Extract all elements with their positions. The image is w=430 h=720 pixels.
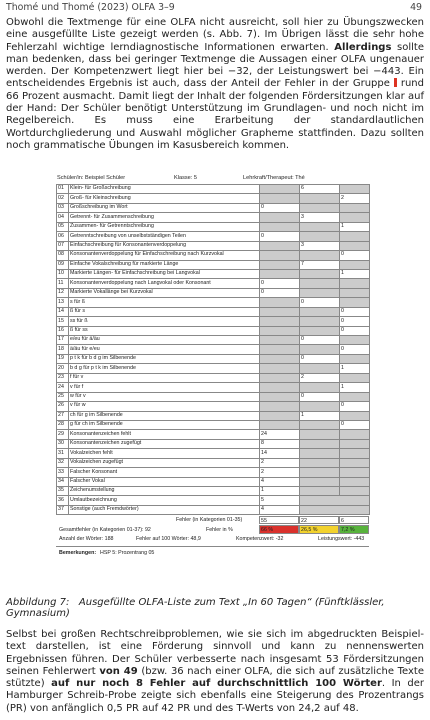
errors-per-100: Fehler auf 100 Wörter: 48,9 <box>136 536 201 543</box>
table-row <box>57 251 370 260</box>
table-row <box>57 411 370 420</box>
text-span: . In der Hamburger Schreib-Probe zeigte sich ebenfalls eine Steigerung des Prozentrangs (PR) von anfänglich 0,5 PR auf 42 PR und des T-Werts von 24,2 auf 48. <box>6 678 425 714</box>
table-cell: 7 <box>300 260 340 269</box>
caption-text: Ausgefüllte OLFA-Liste zum Text „In 60 Tagen“ (Fünftklässler, Gymnasium) <box>6 597 385 619</box>
table-cell <box>300 449 340 458</box>
table-cell: 07 <box>57 241 69 250</box>
table-cell: 0 <box>260 232 300 241</box>
table-cell: Falscher Vokal <box>69 477 260 486</box>
table-cell <box>300 402 340 411</box>
table-row <box>57 336 370 345</box>
table-row <box>57 420 370 429</box>
table-cell <box>300 458 340 467</box>
table-cell: 31 <box>57 449 69 458</box>
table-cell <box>300 439 340 448</box>
table-cell <box>260 241 300 250</box>
class-label: Klasse: 5 <box>174 175 198 181</box>
olfa-table <box>56 184 370 515</box>
totals-errors-row <box>56 515 369 525</box>
table-cell <box>260 392 300 401</box>
remarks-label: Bemerkungen: <box>59 549 97 556</box>
table-cell: 27 <box>57 411 69 420</box>
teacher-label: Lehrkraft/Therapeut: Thé <box>243 175 305 181</box>
table-cell: f für v <box>69 373 260 382</box>
table-cell: 09 <box>57 260 69 269</box>
table-cell: Vokalzeichen fehlt <box>69 449 260 458</box>
table-row <box>57 194 370 203</box>
table-cell: 14 <box>260 449 300 458</box>
table-cell: 0 <box>300 392 340 401</box>
table-cell: 35 <box>57 487 69 496</box>
text-span: Selbst bei großen Rechtschreibproblemen, wie sie sich im abgedruckten Beispieltext darstellen, ist eine Förderung sinnvoll und kann zu nennenswerten Ergebnissen führen. Der Schüler verbesserte nach insgesamt 53 Fördersitzungen seinen Fehlerwert <box>6 629 424 677</box>
table-cell <box>260 260 300 269</box>
table-row <box>57 269 370 278</box>
table-cell: v für f <box>69 383 260 392</box>
totals-words-row <box>56 534 369 544</box>
table-cell: 06 <box>57 232 69 241</box>
table-row <box>57 279 370 288</box>
table-row <box>57 222 370 231</box>
table-cell: Konsonantenzeichen zugefügt <box>69 439 260 448</box>
table-cell: Konsonantenverdoppelung für Einfachschreibung nach Kurzvokal <box>69 251 260 260</box>
table-cell <box>300 307 340 316</box>
total-green: 6 <box>339 516 369 525</box>
performance-value: Leistungswert: -443 <box>318 536 365 543</box>
table-row <box>57 449 370 458</box>
table-row <box>57 439 370 448</box>
table-cell <box>260 402 300 411</box>
table-cell: 0 <box>340 251 370 260</box>
pct-green: 7,2 % <box>339 525 369 534</box>
table-cell: 30 <box>57 439 69 448</box>
page-number: 49 <box>410 2 422 13</box>
table-cell <box>260 364 300 373</box>
table-cell: 37 <box>57 505 69 514</box>
table-cell <box>340 336 370 345</box>
table-cell: 25 <box>57 392 69 401</box>
table-cell: Konsonantenverdoppelung nach Langvokal oder Konsonant <box>69 279 260 288</box>
table-row <box>57 203 370 212</box>
table-cell <box>260 194 300 203</box>
table-cell <box>340 213 370 222</box>
table-cell <box>340 487 370 496</box>
table-cell: ß für s <box>69 307 260 316</box>
table-row <box>57 345 370 354</box>
table-cell: 23 <box>57 373 69 382</box>
table-cell: 4 <box>260 477 300 486</box>
table-cell <box>300 505 370 514</box>
pct-yellow: 26,5 % <box>299 525 339 534</box>
table-cell: 0 <box>340 345 370 354</box>
table-cell <box>340 185 370 194</box>
table-cell: Klein- für Großschreibung <box>69 185 260 194</box>
table-cell: g für ch im Silbenende <box>69 420 260 429</box>
table-row <box>57 354 370 363</box>
table-cell: 34 <box>57 477 69 486</box>
table-cell <box>260 317 300 326</box>
table-cell: 03 <box>57 203 69 212</box>
table-cell <box>300 288 340 297</box>
table-cell <box>340 288 370 297</box>
table-cell: Groß- für Kleinschreibung <box>69 194 260 203</box>
table-row <box>57 468 370 477</box>
pct-red: 66 % <box>259 525 299 534</box>
table-cell <box>300 194 340 203</box>
table-cell <box>260 213 300 222</box>
table-cell: 10 <box>57 269 69 278</box>
table-row <box>57 477 370 486</box>
table-cell <box>260 269 300 278</box>
page-header <box>6 2 424 14</box>
total-yellow: 22 <box>299 516 339 525</box>
table-cell: 0 <box>260 203 300 212</box>
bold-span: Allerdings <box>334 41 392 53</box>
table-cell <box>260 354 300 363</box>
table-row <box>57 496 370 505</box>
table-cell: 0 <box>340 326 370 335</box>
table-cell: 18 <box>57 345 69 354</box>
table-cell: ss für ß <box>69 317 260 326</box>
table-cell <box>300 203 340 212</box>
caption-label: Abbildung 7: <box>6 597 70 608</box>
table-row <box>57 317 370 326</box>
table-cell: 24 <box>57 383 69 392</box>
table-cell <box>340 232 370 241</box>
table-cell: 13 <box>57 298 69 307</box>
word-count: Anzahl der Wörter: 188 <box>59 536 114 543</box>
table-cell: 0 <box>340 317 370 326</box>
gesamt-label: Gesamtfehler (in Kategorien 01-37): 92 <box>59 526 151 533</box>
table-cell: 2 <box>300 373 340 382</box>
paragraph-intro <box>6 17 424 152</box>
table-row <box>57 373 370 382</box>
table-cell: p t k für b d g im Silbenende <box>69 354 260 363</box>
olfa-form <box>56 174 369 592</box>
text-span: (bzw. 36 nach einer OLFA, die sich auf zusätzliche Texte stützte) <box>6 665 425 690</box>
text-span: sollte man bedenken, dass bei geringer Textmenge die Aussagen einer OLFA ungenauer werden. Der Kompetenzwert liegt hier bei −32, der Leistungswert bei −443. Ein entscheidendes Ergebnis ist auch, dass der Anteil der Fehler in der Gruppe <box>6 41 424 90</box>
table-cell <box>260 298 300 307</box>
fehler-label: Fehler (in Kategorien 01-35) <box>176 517 243 524</box>
table-cell: ä/äu für e/eu <box>69 345 260 354</box>
table-cell <box>300 468 340 477</box>
table-cell: w für v <box>69 392 260 401</box>
table-cell: 05 <box>57 222 69 231</box>
figure-caption <box>6 597 424 619</box>
table-row <box>57 260 370 269</box>
table-cell <box>260 345 300 354</box>
table-cell: 0 <box>340 307 370 316</box>
table-cell: Vokalzeichen zugefügt <box>69 458 260 467</box>
table-cell: 01 <box>57 185 69 194</box>
table-cell: 2 <box>260 458 300 467</box>
table-cell: Sonstige (auch Fremdwörter) <box>69 505 260 514</box>
table-cell <box>300 487 340 496</box>
table-cell <box>260 373 300 382</box>
table-cell: 2 <box>260 468 300 477</box>
table-cell: Markierte Längen- für Einfachschreibung bei Langvokal <box>69 269 260 278</box>
competence-value: Kompetenzwert: -32 <box>236 536 284 543</box>
table-cell <box>260 326 300 335</box>
table-cell <box>260 411 300 420</box>
form-header <box>56 174 369 184</box>
table-cell <box>340 449 370 458</box>
table-cell: Getrennt- für Zusammenschreibung <box>69 213 260 222</box>
table-cell <box>300 383 340 392</box>
table-cell <box>340 411 370 420</box>
table-cell: 02 <box>57 194 69 203</box>
table-cell: s für ß <box>69 298 260 307</box>
table-row <box>57 430 370 439</box>
table-cell <box>340 468 370 477</box>
table-cell: 1 <box>340 383 370 392</box>
table-cell: Falscher Konsonant <box>69 468 260 477</box>
table-cell <box>340 439 370 448</box>
table-cell: Zusammen- für Getrenntschreibung <box>69 222 260 231</box>
table-cell: 28 <box>57 420 69 429</box>
table-cell: 1 <box>260 487 300 496</box>
table-cell: 24 <box>260 430 300 439</box>
table-cell: Umlautbezeichnung <box>69 496 260 505</box>
table-cell: 0 <box>260 279 300 288</box>
table-cell <box>300 317 340 326</box>
table-cell: 12 <box>57 288 69 297</box>
table-cell <box>340 298 370 307</box>
table-cell: 26 <box>57 402 69 411</box>
table-cell: 19 <box>57 354 69 363</box>
table-cell <box>260 336 300 345</box>
table-cell: 8 <box>260 439 300 448</box>
table-cell: 2 <box>340 194 370 203</box>
table-cell <box>340 477 370 486</box>
table-cell <box>340 241 370 250</box>
table-row <box>57 383 370 392</box>
table-cell <box>340 279 370 288</box>
table-cell <box>260 383 300 392</box>
table-cell: Konsonantenzeichen fehlt <box>69 430 260 439</box>
table-row <box>57 241 370 250</box>
table-cell <box>300 496 370 505</box>
table-cell <box>300 430 340 439</box>
table-cell: 36 <box>57 496 69 505</box>
table-row <box>57 505 370 514</box>
bold-span: auf nur noch 8 Fehler auf durchschnittlich 100 Wörter <box>51 678 382 690</box>
table-row <box>57 458 370 467</box>
table-cell <box>340 260 370 269</box>
table-cell: 33 <box>57 468 69 477</box>
table-cell: 17 <box>57 336 69 345</box>
table-cell: Zeichenumstellung <box>69 487 260 496</box>
table-row <box>57 307 370 316</box>
table-cell: ß für ss <box>69 326 260 335</box>
table-cell: Großschreibung im Wort <box>69 203 260 212</box>
table-cell: 1 <box>340 269 370 278</box>
table-cell: 04 <box>57 213 69 222</box>
table-cell: 08 <box>57 251 69 260</box>
table-cell <box>340 392 370 401</box>
table-cell: 0 <box>300 336 340 345</box>
table-cell: 32 <box>57 458 69 467</box>
table-row <box>57 298 370 307</box>
table-cell: 11 <box>57 279 69 288</box>
table-cell <box>260 420 300 429</box>
table-cell: 0 <box>260 288 300 297</box>
table-cell: 3 <box>300 241 340 250</box>
table-cell: e/eu für ä/äu <box>69 336 260 345</box>
table-cell: 6 <box>300 185 340 194</box>
table-cell <box>300 477 340 486</box>
table-cell: Getrenntschreibung von unselbstständigen Teilen <box>69 232 260 241</box>
table-cell <box>260 222 300 231</box>
table-cell <box>340 354 370 363</box>
table-cell: 1 <box>340 222 370 231</box>
paragraph-results <box>6 629 424 715</box>
table-row <box>57 364 370 373</box>
table-cell: 1 <box>300 411 340 420</box>
table-cell <box>300 269 340 278</box>
table-row <box>57 288 370 297</box>
table-cell: 0 <box>340 420 370 429</box>
table-cell: 5 <box>260 496 300 505</box>
student-label: Schüler/in: Beispiel Schüler <box>57 175 126 181</box>
table-row <box>57 185 370 194</box>
table-row <box>57 487 370 496</box>
remarks-value: HSP 5: Prozentrang 05 <box>100 549 155 556</box>
bold-span: von 49 <box>99 665 138 677</box>
table-cell: 4 <box>260 505 300 514</box>
table-cell: ch für g im Silbenende <box>69 411 260 420</box>
text-span: rund 66 Prozent ausmacht. Damit liegt der Inhalt der folgenden Fördersitzungen klar auf der Hand: Der Schüler benötigt Unterstützung im Grundlagen- und noch nicht im Regelbereich. Es muss eine Erarbeitung der standardlautlichen Wortdurchgliederung und Auswahl möglicher Grapheme stattfinden. Dazu sollten noch grammatische Übungen im Kasusbereich kommen. <box>6 78 424 151</box>
table-cell: 3 <box>300 213 340 222</box>
table-cell: 15 <box>57 317 69 326</box>
table-cell <box>300 232 340 241</box>
text-span: Obwohl die Textmenge für eine OLFA nicht ausreicht, soll hier zu Übungszwecken eine ausgefüllte Liste gezeigt werden (s. Abb. 7). Im Übrigen lässt die sehr hohe Fehlerzahl wichtige lerndiagnostische Informationen erwarten. <box>6 17 424 53</box>
table-cell: 0 <box>300 354 340 363</box>
table-cell: 20 <box>57 364 69 373</box>
table-cell <box>300 222 340 231</box>
table-row <box>57 232 370 241</box>
table-cell <box>300 279 340 288</box>
table-cell: b d g für p t k im Silbenende <box>69 364 260 373</box>
fehler-pct-label: Fehler in % <box>206 526 233 533</box>
table-cell <box>300 326 340 335</box>
table-cell <box>260 185 300 194</box>
table-cell <box>340 373 370 382</box>
table-row <box>57 402 370 411</box>
table-cell: Einfache Vokalschreibung für markierte Länge <box>69 260 260 269</box>
table-cell <box>300 420 340 429</box>
table-cell <box>340 430 370 439</box>
table-row <box>57 326 370 335</box>
table-cell <box>300 364 340 373</box>
table-cell: v für w <box>69 402 260 411</box>
table-row <box>57 392 370 401</box>
table-cell: 1 <box>340 364 370 373</box>
table-cell: 14 <box>57 307 69 316</box>
totals-percent-row <box>56 525 369 535</box>
table-cell <box>340 458 370 467</box>
table-cell <box>260 251 300 260</box>
table-cell <box>260 307 300 316</box>
table-cell: 0 <box>340 402 370 411</box>
table-cell: 0 <box>300 298 340 307</box>
remarks-row <box>56 546 369 558</box>
table-cell <box>300 345 340 354</box>
table-cell <box>340 203 370 212</box>
table-cell: 16 <box>57 326 69 335</box>
table-row <box>57 213 370 222</box>
table-cell <box>300 251 340 260</box>
table-cell: 29 <box>57 430 69 439</box>
total-red: 55 <box>259 516 299 525</box>
running-title: Thomé und Thomé (2023) OLFA 3–9 <box>6 2 175 13</box>
table-cell: Einfachschreibung für Konsonantenverdoppelung <box>69 241 260 250</box>
table-cell: Markierte Vokallänge bei Kurzvokal <box>69 288 260 297</box>
